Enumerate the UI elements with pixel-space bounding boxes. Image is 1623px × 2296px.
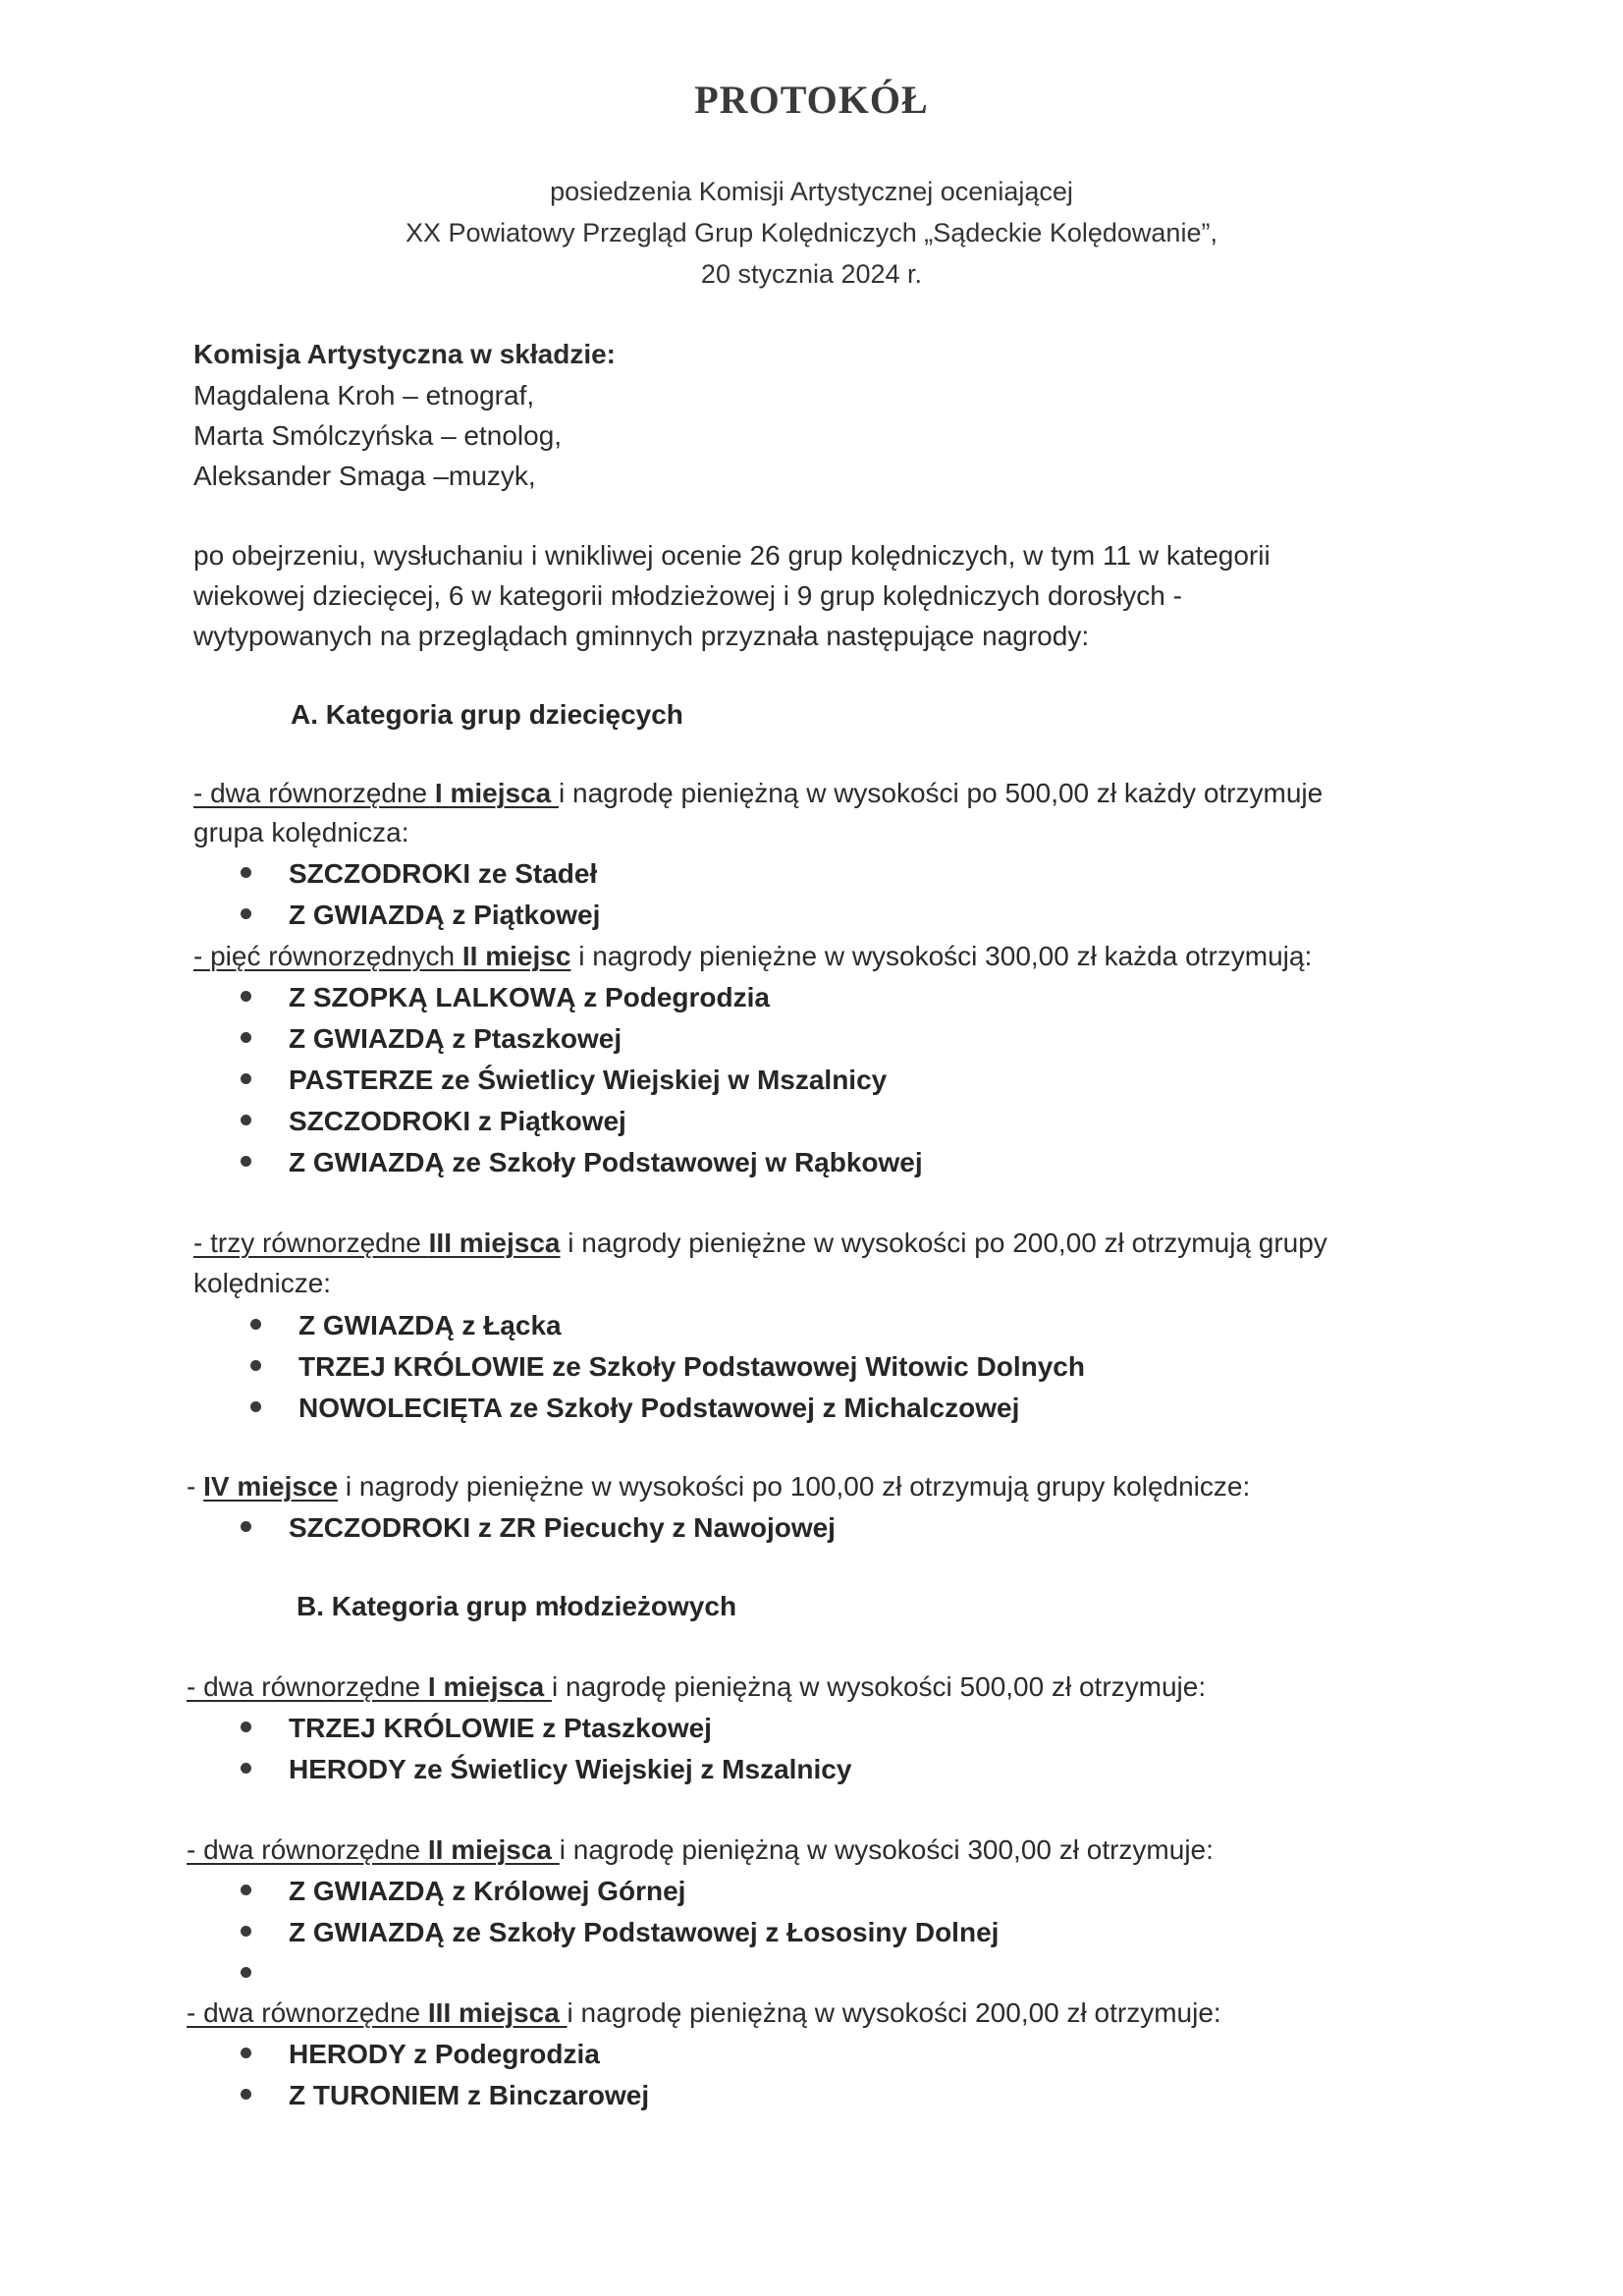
bullet-icon <box>241 1885 251 1895</box>
award-lead: - pięć równorzędnych <box>193 941 462 971</box>
list-item: Z GWIAZDĄ z Ptaszkowej <box>241 1023 622 1055</box>
list-item: Z SZOPKĄ LALKOWĄ z Podegrodzia <box>241 982 770 1013</box>
award-text-cont: grupa kolędnicza: <box>193 817 409 847</box>
bullet-icon <box>241 1967 251 1978</box>
award-lead: - <box>187 1471 204 1502</box>
award-rank: II miejsca <box>427 1834 560 1865</box>
intro-line-3: wytypowanych na przeglądach gminnych przyznała następujące nagrody: <box>193 621 1090 651</box>
bullet-icon <box>250 1319 261 1330</box>
bullet-icon <box>241 1156 251 1167</box>
header-line-1: posiedzenia Komisji Artystycznej oceniającej <box>550 177 1073 206</box>
award-text: i nagrodę pieniężną w wysokości 500,00 zł otrzymuje: <box>552 1671 1207 1702</box>
list-item: SZCZODROKI ze Stadeł <box>241 858 597 890</box>
award-text-cont: kolędnicze: <box>193 1268 332 1298</box>
award-text: i nagrody pieniężne w wysokości 300,00 zł każda otrzymują: <box>570 941 1313 971</box>
award-text: i nagrodę pieniężną w wysokości 200,00 zł otrzymuje: <box>567 1997 1221 2028</box>
bullet-icon <box>241 1032 251 1043</box>
list-item: TRZEJ KRÓLOWIE ze Szkoły Podstawowej Witowic Dolnych <box>250 1351 1085 1383</box>
bullet-icon <box>241 1073 251 1084</box>
document-title: PROTOKÓŁ <box>694 78 929 122</box>
committee-heading: Komisja Artystyczna w składzie: <box>193 339 617 369</box>
bullet-icon <box>241 1722 251 1732</box>
section-a-second-place <box>193 941 1312 972</box>
section-a-third-place <box>193 1228 1327 1259</box>
committee-member: Magdalena Kroh – etnograf, <box>193 380 535 410</box>
bullet-icon <box>250 1401 261 1412</box>
award-text: i nagrody pieniężne w wysokości po 200,00 zł otrzymują grupy <box>560 1228 1327 1258</box>
section-a-fourth-place <box>187 1471 1250 1503</box>
award-rank: I miejsca <box>434 778 559 808</box>
list-item: SZCZODROKI z Piątkowej <box>241 1106 626 1137</box>
bullet-icon <box>241 991 251 1002</box>
list-item: Z GWIAZDĄ ze Szkoły Podstawowej w Rąbkowej <box>241 1147 923 1178</box>
section-a-heading: A. Kategoria grup dziecięcych <box>291 699 683 730</box>
bullet-icon <box>241 908 251 919</box>
bullet-icon <box>241 2048 251 2058</box>
award-lead: - dwa równorzędne <box>187 1834 428 1865</box>
bullet-icon <box>250 1360 261 1371</box>
award-rank: II miejsc <box>461 941 571 971</box>
bullet-icon <box>241 1115 251 1125</box>
award-rank: IV miejsce <box>203 1471 339 1502</box>
list-item: Z TURONIEM z Binczarowej <box>241 2080 649 2111</box>
award-rank: I miejsca <box>427 1671 552 1702</box>
header-line-3: 20 stycznia 2024 r. <box>700 259 923 289</box>
committee-member: Aleksander Smaga –muzyk, <box>193 461 536 491</box>
intro-line-2: wiekowej dziecięcej, 6 w kategorii młodzieżowej i 9 grup kolędniczych dorosłych - <box>193 580 1182 611</box>
bullet-icon <box>241 1926 251 1937</box>
list-item: HERODY ze Świetlicy Wiejskiej z Mszalnicy <box>241 1754 851 1785</box>
intro-line-1: po obejrzeniu, wysłuchaniu i wnikliwej ocenie 26 grup kolędniczych, w tym 11 w kategorii <box>193 540 1271 571</box>
section-a-first-place <box>193 778 1323 809</box>
award-text: i nagrody pieniężne w wysokości po 100,00 zł otrzymują grupy kolędnicze: <box>338 1471 1251 1502</box>
list-item: Z GWIAZDĄ ze Szkoły Podstawowej z Łososiny Dolnej <box>241 1917 999 1948</box>
bullet-icon <box>241 1521 251 1532</box>
list-item: PASTERZE ze Świetlicy Wiejskiej w Mszalnicy <box>241 1065 887 1096</box>
list-item: Z GWIAZDĄ z Piątkowej <box>241 900 600 931</box>
committee-member: Marta Smólczyńska – etnolog, <box>193 420 563 451</box>
section-b-first-place <box>187 1671 1206 1703</box>
award-text: i nagrodę pieniężną w wysokości po 500,00 zł każdy otrzymuje <box>559 778 1324 808</box>
header-line-2: XX Powiatowy Przegląd Grup Kolędniczych „Sądeckie Kolędowanie”, <box>406 218 1217 247</box>
section-b-second-place <box>187 1834 1214 1866</box>
award-rank: III miejsca <box>428 1228 561 1258</box>
bullet-icon <box>241 1763 251 1774</box>
list-item: Z GWIAZDĄ z Łącka <box>250 1310 562 1341</box>
list-item: HERODY z Podegrodzia <box>241 2039 600 2070</box>
list-item: TRZEJ KRÓLOWIE z Ptaszkowej <box>241 1713 712 1744</box>
section-b-third-place <box>187 1997 1221 2029</box>
list-item: Z GWIAZDĄ z Królowej Górnej <box>241 1876 685 1907</box>
award-lead: - dwa równorzędne <box>187 1671 428 1702</box>
award-rank: III miejsca <box>427 1997 568 2028</box>
award-lead: - dwa równorzędne <box>187 1997 428 2028</box>
award-lead: - dwa równorzędne <box>193 778 435 808</box>
list-item: NOWOLECIĘTA ze Szkoły Podstawowej z Michalczowej <box>250 1393 1019 1424</box>
award-lead: - trzy równorzędne <box>193 1228 429 1258</box>
list-item-empty <box>241 1958 289 1990</box>
bullet-icon <box>241 2089 251 2100</box>
bullet-icon <box>241 867 251 878</box>
award-text: i nagrodę pieniężną w wysokości 300,00 zł otrzymuje: <box>559 1834 1214 1865</box>
list-item: SZCZODROKI z ZR Piecuchy z Nawojowej <box>241 1512 836 1544</box>
section-b-heading: B. Kategoria grup młodzieżowych <box>297 1591 737 1621</box>
